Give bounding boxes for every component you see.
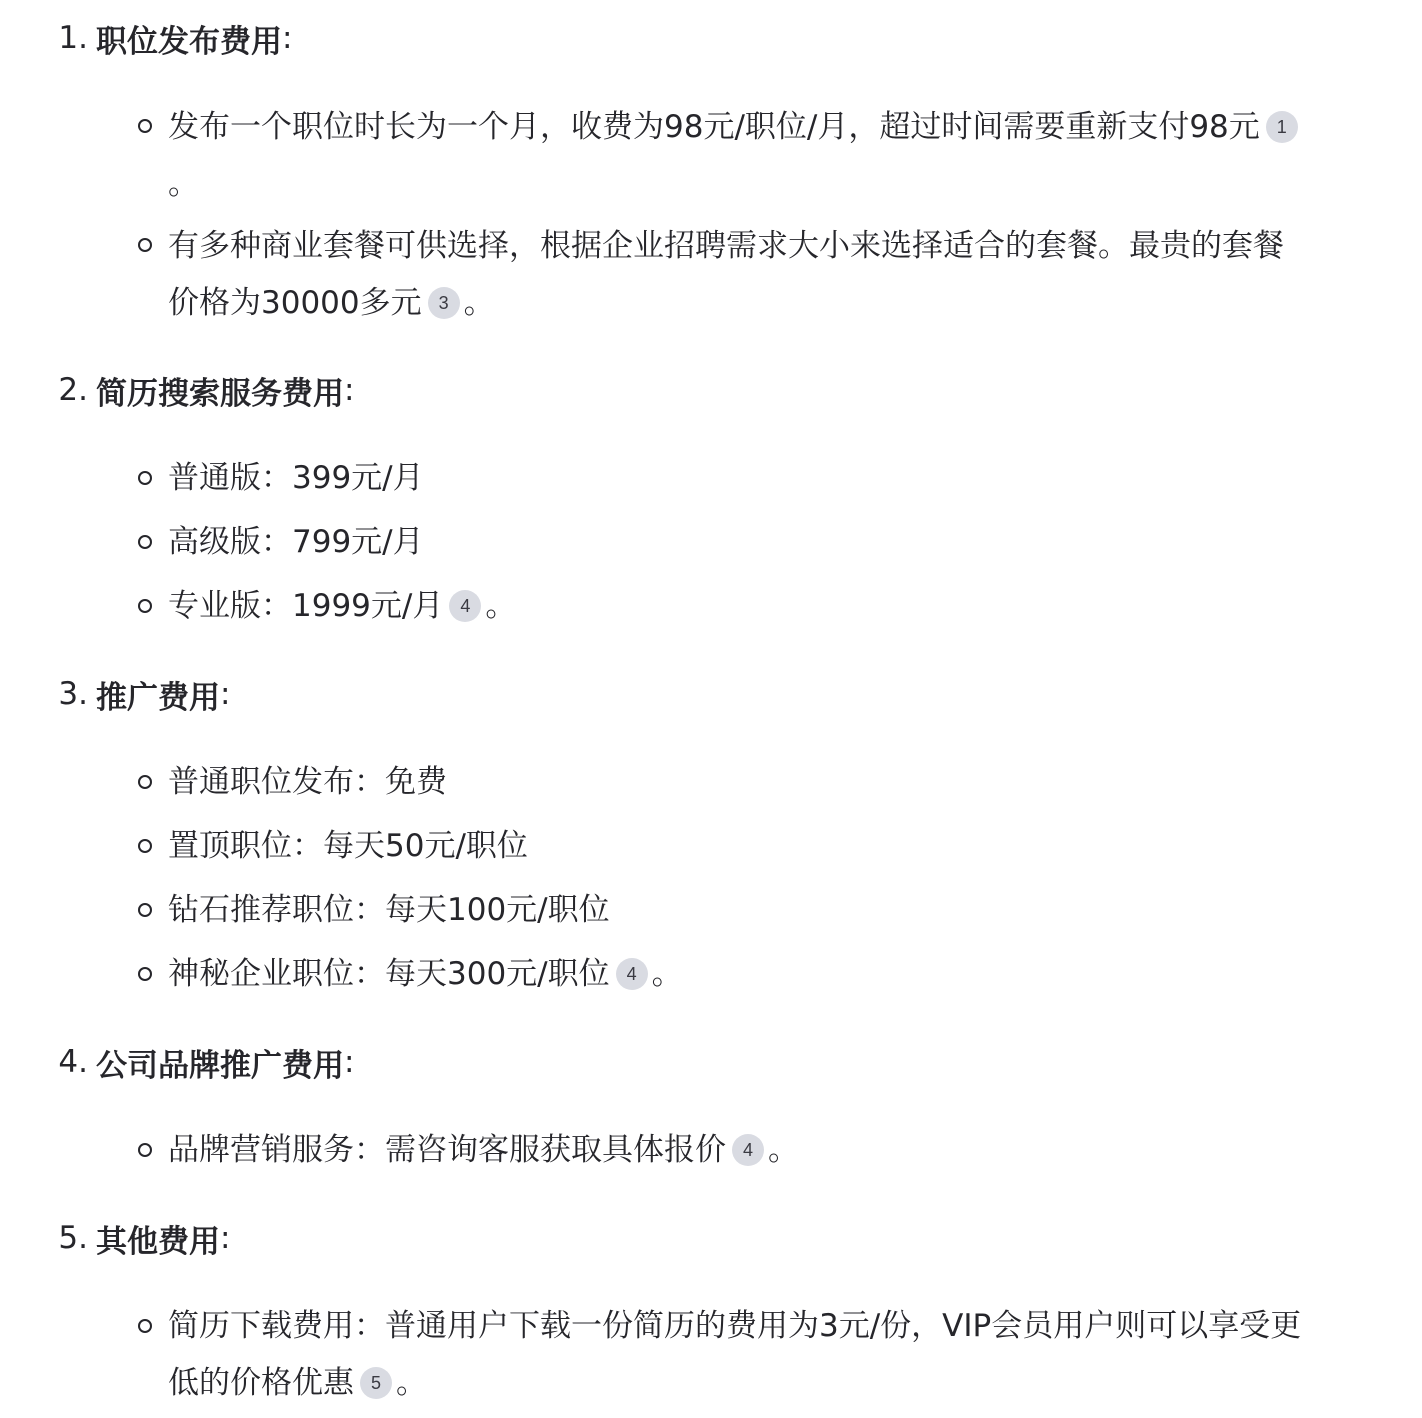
- item-tail: 。: [651, 956, 683, 992]
- bullet-icon: [138, 471, 152, 485]
- section-number: 3.: [58, 676, 88, 712]
- bullet-icon: [138, 238, 152, 252]
- item-text: 普通版：399元/月: [168, 460, 424, 496]
- item-text: 置顶职位：每天50元/职位: [168, 828, 528, 864]
- section-number: 4.: [58, 1044, 88, 1080]
- item-tail: 。: [768, 1132, 799, 1168]
- bullet-icon: [138, 1143, 152, 1157]
- bullet-icon: [138, 839, 152, 853]
- item-text-line1: 简历下载费用：普通用户下载一份简历的费用为3元/份，VIP会员用户则可以享受更: [168, 1308, 1302, 1344]
- item-tail: 。: [396, 1365, 427, 1401]
- item-tail: 。: [168, 166, 199, 202]
- section-colon: :: [344, 372, 355, 408]
- citation-badge[interactable]: 1: [1266, 111, 1298, 143]
- item-text: 专业版：1999元/月: [168, 588, 444, 624]
- item-text-line2: 低的价格优惠: [168, 1365, 354, 1401]
- citation-badge[interactable]: 4: [449, 590, 481, 622]
- item-text: 钻石推荐职位：每天100元/职位: [168, 892, 610, 928]
- item-text: 品牌营销服务：需咨询客服获取具体报价: [168, 1132, 726, 1168]
- section-title: 其他费用: [96, 1223, 220, 1260]
- section-title: 公司品牌推广费用: [96, 1047, 344, 1084]
- citation-badge[interactable]: 4: [616, 958, 648, 990]
- item-text-line2: 价格为30000多元: [168, 285, 422, 321]
- section-heading: [0, 18, 292, 58]
- item-tail: 。: [463, 285, 495, 321]
- bullet-icon: [138, 535, 152, 549]
- item-text: 神秘企业职位：每天300元/职位: [168, 956, 610, 992]
- bullet-icon: [138, 775, 152, 789]
- bullet-icon: [138, 119, 152, 133]
- section-colon: :: [220, 1220, 231, 1256]
- bullet-icon: [138, 599, 152, 613]
- item-text: 高级版：799元/月: [168, 524, 424, 560]
- section-colon: :: [344, 1044, 355, 1080]
- citation-badge[interactable]: 3: [428, 287, 460, 319]
- item-text: 发布一个职位时长为一个月，收费为98元/职位/月，超过时间需要重新支付98元: [168, 109, 1260, 145]
- bullet-icon: [138, 1319, 152, 1333]
- citation-badge[interactable]: 5: [360, 1367, 392, 1399]
- section-heading: [0, 674, 230, 714]
- section-heading: [0, 1218, 230, 1258]
- item-tail: 。: [485, 588, 517, 624]
- item-text-line1: 有多种商业套餐可供选择，根据企业招聘需求大小来选择适合的套餐。最贵的套餐: [168, 228, 1284, 264]
- item-text: 普通职位发布：免费: [168, 764, 447, 800]
- section-colon: :: [282, 20, 293, 56]
- section-number: 5.: [58, 1220, 88, 1256]
- section-colon: :: [220, 676, 231, 712]
- bullet-icon: [138, 967, 152, 981]
- section-heading: [0, 370, 354, 410]
- section-heading: [0, 1042, 354, 1082]
- section-title: 职位发布费用: [96, 23, 282, 60]
- section-number: 2.: [58, 372, 88, 408]
- section-number: 1.: [58, 20, 88, 56]
- bullet-icon: [138, 903, 152, 917]
- section-title: 简历搜索服务费用: [96, 375, 344, 412]
- section-title: 推广费用: [96, 679, 220, 716]
- citation-badge[interactable]: 4: [732, 1134, 764, 1166]
